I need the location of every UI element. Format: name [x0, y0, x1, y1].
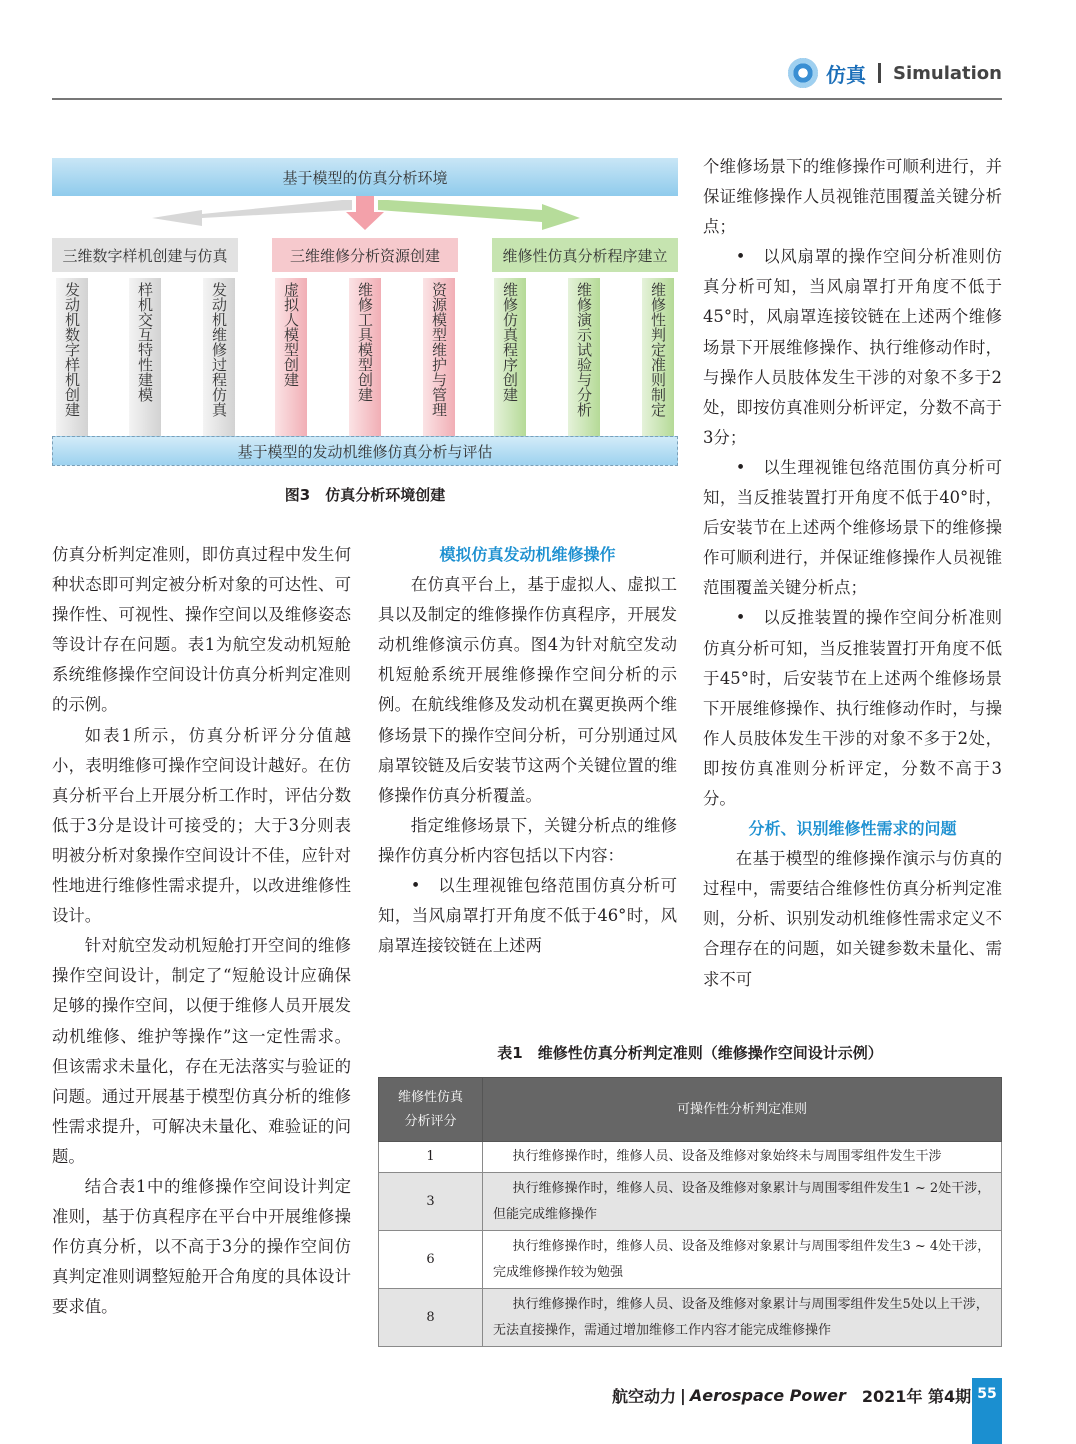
- table-header-row: [379, 1078, 1002, 1142]
- journal-logo-icon: [788, 58, 818, 88]
- running-header: [788, 58, 1002, 88]
- header-score: 维修性仿真分析评分: [379, 1078, 483, 1142]
- score-cell: 6: [379, 1231, 483, 1289]
- table-caption: 表1 维修性仿真分析判定准则（维修操作空间设计示例）: [497, 1044, 883, 1062]
- paragraph: 在基于模型的维修操作演示与仿真的过程中，需要结合维修性仿真分析判定准则，分析、识别发动机维修性需求定义不合理存在的问题，如关键参数未量化、需求不可: [703, 849, 1002, 989]
- paragraph: 在仿真平台上，基于虚拟人、虚拟工具以及制定的维修操作仿真程序，开展发动机维修演示仿真。图4为针对航空发动机短舱系统开展维修操作空间分析的示例。在航线维修及发动机在翼更换两个维修场景下的操作空间分析，可分别通过风扇罩铰链及后安装节这两个关键位置的维修操作仿真分析覆盖。: [378, 575, 677, 805]
- figure-column: 维修演示试验与分析: [568, 278, 600, 436]
- criteria-cell: 执行维修操作时，维修人员、设备及维修对象累计与周围零组件发生3 ~ 4处干涉，完成维修操作较为勉强: [483, 1231, 1002, 1289]
- text-column-1: [52, 540, 351, 1322]
- bullet-item: • 以反推装置的操作空间分析准则仿真分析可知，当反推装置打开角度不低于45°时，后安装节在上述两个维修场景下开展维修操作、执行维修动作时，与操作人员肢体发生干涉的对象不多于2处，即按仿真准则分析评定，分数不高于3分。: [703, 608, 1002, 808]
- section-title-cn: 仿真: [826, 62, 867, 87]
- journal-name-en: Aerospace Power: [689, 1386, 846, 1405]
- figure-column: 虚拟人模型创建: [275, 278, 307, 436]
- figure-top-bar: 基于模型的仿真分析环境: [52, 158, 678, 196]
- table-row: [379, 1231, 1002, 1289]
- figure-arrows: [52, 196, 678, 236]
- figure-column: 样机交互特性建模: [129, 278, 161, 436]
- criteria-cell: 执行维修操作时，维修人员、设备及维修对象累计与周围零组件发生5处以上干涉，无法直接操作，需通过增加维修工作内容才能完成维修操作: [483, 1289, 1002, 1347]
- paragraph: 个维修场景下的维修操作可顺利进行，并保证维修操作人员视锥范围覆盖关键分析点；: [703, 157, 1002, 237]
- arrow-left: [152, 200, 352, 226]
- score-cell: 8: [379, 1289, 483, 1347]
- header-criteria: 可操作性分析判定准则: [483, 1078, 1002, 1142]
- figure-column: 资源模型维护与管理: [423, 278, 455, 436]
- score-cell: 3: [379, 1173, 483, 1231]
- table-row: [379, 1173, 1002, 1231]
- bullet-item: • 以风扇罩的操作空间分析准则仿真分析可知，当风扇罩打开角度不低于45°时，风扇罩连接铰链在上述两个维修场景下开展维修操作、执行维修动作时，与操作人员肢体发生干涉的对象不多于2处，即按仿真准则分析评定，分数不高于3分；: [703, 247, 1002, 447]
- paragraph: 如表1所示，仿真分析评分分值越小，表明维修可操作空间设计越好。在仿真分析平台上开展分析工作时，评估分数低于3分是设计可接受的；大于3分则表明被分析对象操作空间设计不佳，应针对性地进行维修性需求提升，以改进维修性设计。: [52, 725, 351, 926]
- group-header-digital-prototype: 三维数字样机创建与仿真: [52, 238, 238, 272]
- table-row: [379, 1289, 1002, 1347]
- paragraph: 仿真分析判定准则，即仿真过程中发生何种状态即可判定被分析对象的可达性、可操作性、可视性、操作空间以及维修姿态等设计存在问题。表1为航空发动机短舱系统维修操作空间设计仿真分析判定准则的示例。: [52, 545, 351, 715]
- figure-column: 维修工具模型创建: [349, 278, 381, 436]
- figure-column: 发动机数字样机创建: [56, 278, 88, 436]
- section-heading: 模拟仿真发动机维修操作: [439, 545, 616, 564]
- text-column-2: [378, 540, 677, 961]
- issue-label: 2021年 第4期: [861, 1387, 972, 1406]
- figure-column: 发动机维修过程仿真: [203, 278, 235, 436]
- section-divider: [878, 63, 881, 83]
- group-header-simulation-program: 维修性仿真分析程序建立: [492, 238, 678, 272]
- figure-bottom-bar: 基于模型的发动机维修仿真分析与评估: [52, 436, 678, 466]
- figure-column: 维修性判定准则制定: [642, 278, 674, 436]
- figure-caption: 图3 仿真分析环境创建: [284, 486, 446, 504]
- section-title-en: Simulation: [893, 62, 1002, 84]
- bullet-item: • 以生理视锥包络范围仿真分析可知，当反推装置打开角度不低于40°时，后安装节在上述两个维修场景下的维修操作可顺利进行，并保证维修操作人员视锥范围覆盖关键分析点；: [703, 457, 1002, 598]
- running-footer: [612, 1384, 971, 1407]
- header-rule: [52, 98, 1002, 100]
- arrow-right: [378, 200, 580, 230]
- paragraph: 结合表1中的维修操作空间设计判定准则，基于仿真程序在平台中开展维修操作仿真分析，以不高于3分的操作空间仿真判定准则调整短舱开合角度的具体设计要求值。: [52, 1176, 351, 1317]
- figure-3: [52, 156, 678, 468]
- criteria-cell: 执行维修操作时，维修人员、设备及维修对象始终未与周围零组件发生干涉: [483, 1142, 1002, 1173]
- journal-name-cn: 航空动力: [612, 1387, 677, 1406]
- paragraph: 针对航空发动机短舱打开空间的维修操作空间设计，制定了“短舱设计应确保足够的操作空间，以便于维修人员开展发动机维修、维护等操作”这一定性需求。但该需求未量化，存在无法落实与验证的问题。通过开展基于模型仿真分析的维修性需求提升，可解决未量化、难验证的问题。: [52, 936, 351, 1166]
- footer-divider: |: [680, 1386, 686, 1405]
- bullet-item: • 以生理视锥包络范围仿真分析可知，当风扇罩打开角度不低于46°时，风扇罩连接铰链在上述两: [378, 876, 677, 956]
- page-number: 55: [972, 1378, 1002, 1444]
- section-heading: 分析、识别维修性需求的问题: [748, 819, 957, 839]
- figure-column: 维修仿真程序创建: [494, 278, 526, 436]
- criteria-cell: 执行维修操作时，维修人员、设备及维修对象累计与周围零组件发生1 ~ 2处干涉，但能完成维修操作: [483, 1173, 1002, 1231]
- text-column-3: [703, 152, 1002, 995]
- table-row: [379, 1142, 1002, 1173]
- group-header-analysis-resources: 三维维修分析资源创建: [272, 238, 458, 272]
- paragraph: 指定维修场景下，关键分析点的维修操作仿真分析内容包括以下内容：: [378, 815, 677, 865]
- score-cell: 1: [379, 1142, 483, 1173]
- criteria-table: [378, 1077, 1002, 1347]
